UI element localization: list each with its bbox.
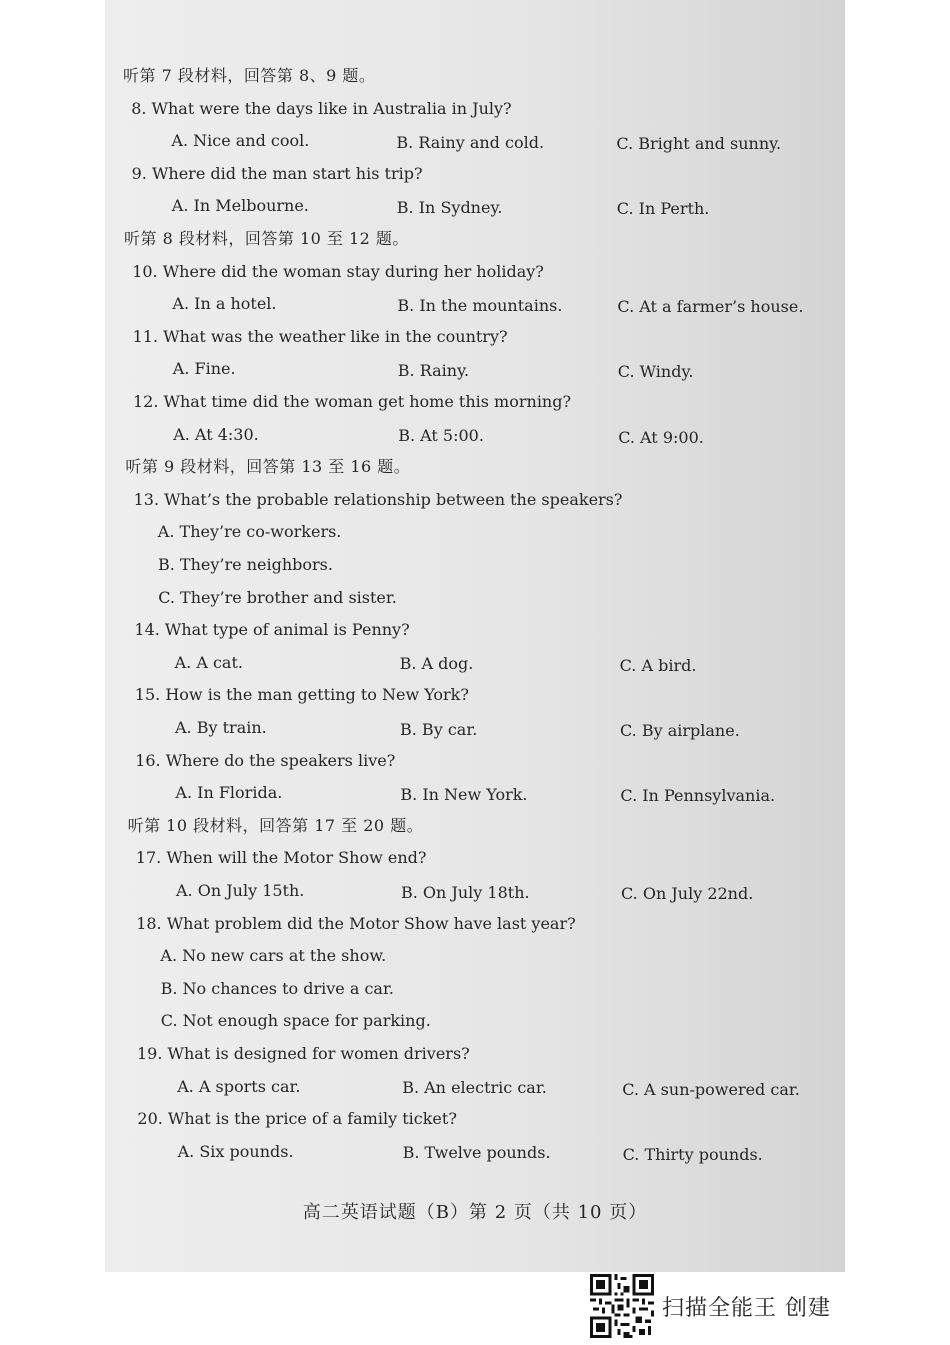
answer-option: C. By airplane. xyxy=(620,721,740,740)
answer-option: C. Bright and sunny. xyxy=(616,134,782,154)
answer-option: C. On July 22nd. xyxy=(621,884,754,903)
answer-option: A. At 4:30. xyxy=(173,424,259,444)
answer-option: C. At a farmer’s house. xyxy=(617,297,804,317)
answer-option: B. No chances to drive a car. xyxy=(160,978,394,998)
question-text: 8. What were the days like in Australia in July? xyxy=(131,98,512,118)
question-text: 13. What’s the probable relationship between the speakers? xyxy=(133,489,623,509)
answer-option: B. An electric car. xyxy=(402,1078,547,1098)
page-footer: 高二英语试题（B）第 2 页（共 10 页） xyxy=(302,1202,648,1223)
answer-option: C. At 9:00. xyxy=(618,427,704,447)
question-text: 18. What problem did the Motor Show have last year? xyxy=(136,913,576,933)
section-heading: 听第 7 段材料，回答第 8、9 题。 xyxy=(123,66,376,85)
qr-code-icon xyxy=(590,1274,654,1338)
question-text: 9. Where did the man start his trip? xyxy=(131,163,423,183)
answer-option: B. They’re neighbors. xyxy=(158,555,333,574)
answer-option: C. Windy. xyxy=(617,362,694,382)
answer-option: B. In the mountains. xyxy=(397,295,563,315)
answer-option: C. They’re brother and sister. xyxy=(158,587,397,607)
watermark-text: 扫描全能王 创建 xyxy=(662,1295,831,1321)
answer-option: A. Six pounds. xyxy=(177,1141,294,1161)
answer-option: A. They’re co-workers. xyxy=(157,522,342,542)
answer-option: A. In Melbourne. xyxy=(171,196,309,216)
answer-option: A. In a hotel. xyxy=(172,294,277,314)
answer-option: A. A sports car. xyxy=(177,1076,301,1096)
question-text: 20. What is the price of a family ticket? xyxy=(137,1109,457,1129)
answer-option: C. In Pennsylvania. xyxy=(620,786,776,806)
answer-option: C. Thirty pounds. xyxy=(622,1144,763,1164)
section-heading: 听第 9 段材料，回答第 13 至 16 题。 xyxy=(125,457,411,477)
answer-option: C. Not enough space for parking. xyxy=(160,1011,431,1031)
question-text: 15. How is the man getting to New York? xyxy=(134,685,469,705)
answer-option: A. By train. xyxy=(175,718,267,737)
question-text: 16. Where do the speakers live? xyxy=(135,750,396,770)
question-text: 10. Where did the woman stay during her holiday? xyxy=(132,261,544,281)
answer-option: B. Twelve pounds. xyxy=(402,1143,551,1163)
scanned-exam-page xyxy=(105,0,845,1272)
answer-option: A. A cat. xyxy=(174,652,243,672)
answer-option: B. In Sydney. xyxy=(396,197,503,217)
question-text: 11. What was the weather like in the country? xyxy=(132,326,508,346)
question-text: 14. What type of animal is Penny? xyxy=(134,620,410,640)
answer-option: A. No new cars at the show. xyxy=(160,946,387,966)
answer-option: B. At 5:00. xyxy=(398,426,484,446)
answer-option: B. On July 18th. xyxy=(401,882,530,902)
answer-option: A. Fine. xyxy=(172,359,236,379)
scanner-watermark xyxy=(590,1274,831,1338)
answer-option: B. Rainy and cold. xyxy=(396,132,545,152)
answer-option: A. In Florida. xyxy=(175,783,283,803)
section-heading: 听第 10 段材料，回答第 17 至 20 题。 xyxy=(127,815,424,835)
answer-option: C. A sun-powered car. xyxy=(622,1079,800,1099)
answer-option: A. Nice and cool. xyxy=(171,131,310,151)
answer-option: B. Rainy. xyxy=(397,360,470,380)
answer-option: C. In Perth. xyxy=(616,199,710,219)
question-text: 19. What is designed for women drivers? xyxy=(137,1044,470,1063)
question-text: 12. What time did the woman get home this morning? xyxy=(133,392,572,411)
answer-option: B. A dog. xyxy=(399,654,474,674)
answer-option: B. In New York. xyxy=(400,784,528,804)
section-heading: 听第 8 段材料，回答第 10 至 12 题。 xyxy=(124,229,409,248)
answer-option: C. A bird. xyxy=(619,655,697,675)
answer-option: A. On July 15th. xyxy=(176,881,305,900)
question-text: 17. When will the Motor Show end? xyxy=(135,848,427,868)
answer-option: B. By car. xyxy=(400,719,478,739)
